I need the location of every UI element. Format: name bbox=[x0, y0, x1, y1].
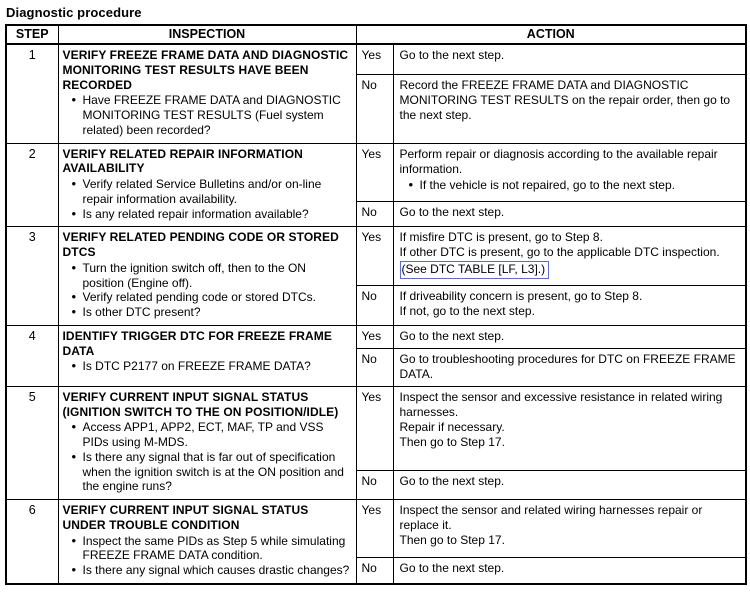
diagnostic-procedure-table bbox=[5, 24, 747, 585]
answer-cell: Yes bbox=[356, 227, 393, 286]
header-inspection: INSPECTION bbox=[58, 25, 356, 44]
action-cell bbox=[393, 471, 746, 500]
inspection-cell bbox=[58, 325, 356, 386]
action-cell bbox=[393, 386, 746, 471]
inspection-bullets bbox=[63, 261, 351, 320]
answer-cell: No bbox=[356, 471, 393, 500]
header-row bbox=[6, 25, 746, 44]
action-line: Perform repair or diagnosis according to the available repair information. bbox=[399, 146, 718, 176]
action-line: If not, go to the next step. bbox=[399, 304, 535, 319]
table-row bbox=[6, 227, 746, 286]
inspection-cell bbox=[58, 44, 356, 143]
action-line: Go to the next step. bbox=[399, 328, 505, 343]
action-cell bbox=[393, 227, 746, 286]
action-cell bbox=[393, 558, 746, 584]
inspection-bullets bbox=[63, 534, 351, 578]
inspection-cell bbox=[58, 143, 356, 227]
action-line: If driveability concern is present, go to Step 8. bbox=[399, 289, 643, 304]
table-row bbox=[6, 143, 746, 202]
bullet-item: • Is there any signal which causes drastic changes? bbox=[72, 563, 351, 578]
step-number: 6 bbox=[6, 500, 58, 584]
inspection-cell bbox=[58, 386, 356, 499]
answer-cell: Yes bbox=[356, 143, 393, 202]
answer-cell: No bbox=[356, 348, 393, 386]
answer-cell: No bbox=[356, 202, 393, 227]
action-line: Go to troubleshooting procedures for DTC on FREEZE FRAME DATA. bbox=[399, 351, 736, 381]
action-cell bbox=[393, 325, 746, 348]
action-line: If other DTC is present, go to the applicable DTC inspection. bbox=[399, 245, 720, 260]
answer-cell: Yes bbox=[356, 386, 393, 471]
step-number: 1 bbox=[6, 44, 58, 143]
action-line: Go to the next step. bbox=[399, 474, 505, 489]
step-number: 4 bbox=[6, 325, 58, 386]
header-action: ACTION bbox=[356, 25, 746, 44]
inspection-cell bbox=[58, 227, 356, 326]
bullet-item: • Access APP1, APP2, ECT, MAF, TP and VSS PIDs using M-MDS. bbox=[72, 420, 351, 450]
bullet-item: • Verify related pending code or stored DTCs. bbox=[72, 290, 351, 305]
inspection-bullets bbox=[63, 420, 351, 494]
action-line bbox=[400, 260, 742, 279]
action-cell bbox=[393, 74, 746, 143]
action-line: If misfire DTC is present, go to Step 8. bbox=[399, 230, 603, 245]
table-row bbox=[6, 500, 746, 558]
inspection-cell bbox=[58, 500, 356, 584]
action-cell bbox=[393, 500, 746, 558]
action-line: Then go to Step 17. bbox=[399, 533, 505, 547]
action-line: Record the FREEZE FRAME DATA and DIAGNOSTIC MONITORING TEST RESULTS on the repair order, then go to the next step. bbox=[399, 77, 731, 122]
step-number: 3 bbox=[6, 227, 58, 326]
answer-cell: Yes bbox=[356, 325, 393, 348]
answer-cell: No bbox=[356, 286, 393, 325]
action-line: Repair if necessary. bbox=[399, 419, 505, 434]
bullet-item: • Is other DTC present? bbox=[72, 305, 351, 320]
action-line: Then go to Step 17. bbox=[399, 434, 505, 449]
step-number: 5 bbox=[6, 386, 58, 499]
dtc-table-link[interactable]: (See DTC TABLE [LF, L3].) bbox=[400, 261, 550, 279]
table-row bbox=[6, 386, 746, 471]
action-line: Inspect the sensor and excessive resistance in related wiring harnesses. bbox=[399, 389, 723, 419]
answer-cell: No bbox=[356, 74, 393, 143]
bullet-item: • If the vehicle is not repaired, go to the next step. bbox=[409, 178, 742, 193]
bullet-item: • Is any related repair information available? bbox=[72, 207, 351, 222]
step-number: 2 bbox=[6, 143, 58, 227]
page-title: Diagnostic procedure bbox=[6, 5, 142, 20]
action-cell bbox=[393, 44, 746, 74]
inspection-title: VERIFY CURRENT INPUT SIGNAL STATUS UNDER TROUBLE CONDITION bbox=[62, 503, 309, 532]
action-line: Go to the next step. bbox=[399, 205, 505, 220]
bullet-item: • Have FREEZE FRAME DATA and DIAGNOSTIC MONITORING TEST RESULTS (Fuel system related) been recorded? bbox=[72, 93, 351, 137]
table-row bbox=[6, 44, 746, 74]
inspection-title: VERIFY RELATED PENDING CODE OR STORED DTCS bbox=[62, 230, 339, 259]
table-row bbox=[6, 325, 746, 348]
inspection-title: VERIFY RELATED REPAIR INFORMATION AVAILABILITY bbox=[62, 146, 303, 176]
inspection-title: IDENTIFY TRIGGER DTC FOR FREEZE FRAME DATA bbox=[62, 328, 332, 358]
action-cell bbox=[393, 202, 746, 227]
inspection-bullets bbox=[63, 359, 351, 374]
bullet-item: • Verify related Service Bulletins and/or on-line repair information availability. bbox=[72, 177, 351, 207]
inspection-bullets bbox=[63, 93, 351, 137]
answer-cell: Yes bbox=[356, 500, 393, 558]
action-line: Go to the next step. bbox=[399, 48, 505, 62]
inspection-bullets bbox=[63, 177, 351, 221]
action-cell bbox=[393, 286, 746, 325]
bullet-item: • Is DTC P2177 on FREEZE FRAME DATA? bbox=[72, 359, 351, 374]
inspection-title: VERIFY FREEZE FRAME DATA AND DIAGNOSTIC MONITORING TEST RESULTS HAVE BEEN RECORDED bbox=[62, 48, 349, 92]
inspection-title: VERIFY CURRENT INPUT SIGNAL STATUS (IGNITION SWITCH TO THE ON POSITION/IDLE) bbox=[62, 389, 339, 419]
answer-cell: No bbox=[356, 558, 393, 584]
bullet-item: • Is there any signal that is far out of specification when the ignition switch is at the ON position and the engine runs? bbox=[72, 450, 351, 494]
action-line: Inspect the sensor and related wiring harnesses repair or replace it. bbox=[399, 503, 703, 532]
header-step: STEP bbox=[6, 25, 58, 44]
answer-cell: Yes bbox=[356, 44, 393, 74]
action-line: Go to the next step. bbox=[399, 561, 505, 576]
action-cell bbox=[393, 348, 746, 386]
bullet-item: • Turn the ignition switch off, then to the ON position (Engine off). bbox=[72, 261, 351, 291]
bullet-item: • Inspect the same PIDs as Step 5 while simulating FREEZE FRAME DATA condition. bbox=[72, 534, 351, 564]
action-cell bbox=[393, 143, 746, 202]
action-bullets bbox=[400, 178, 742, 193]
